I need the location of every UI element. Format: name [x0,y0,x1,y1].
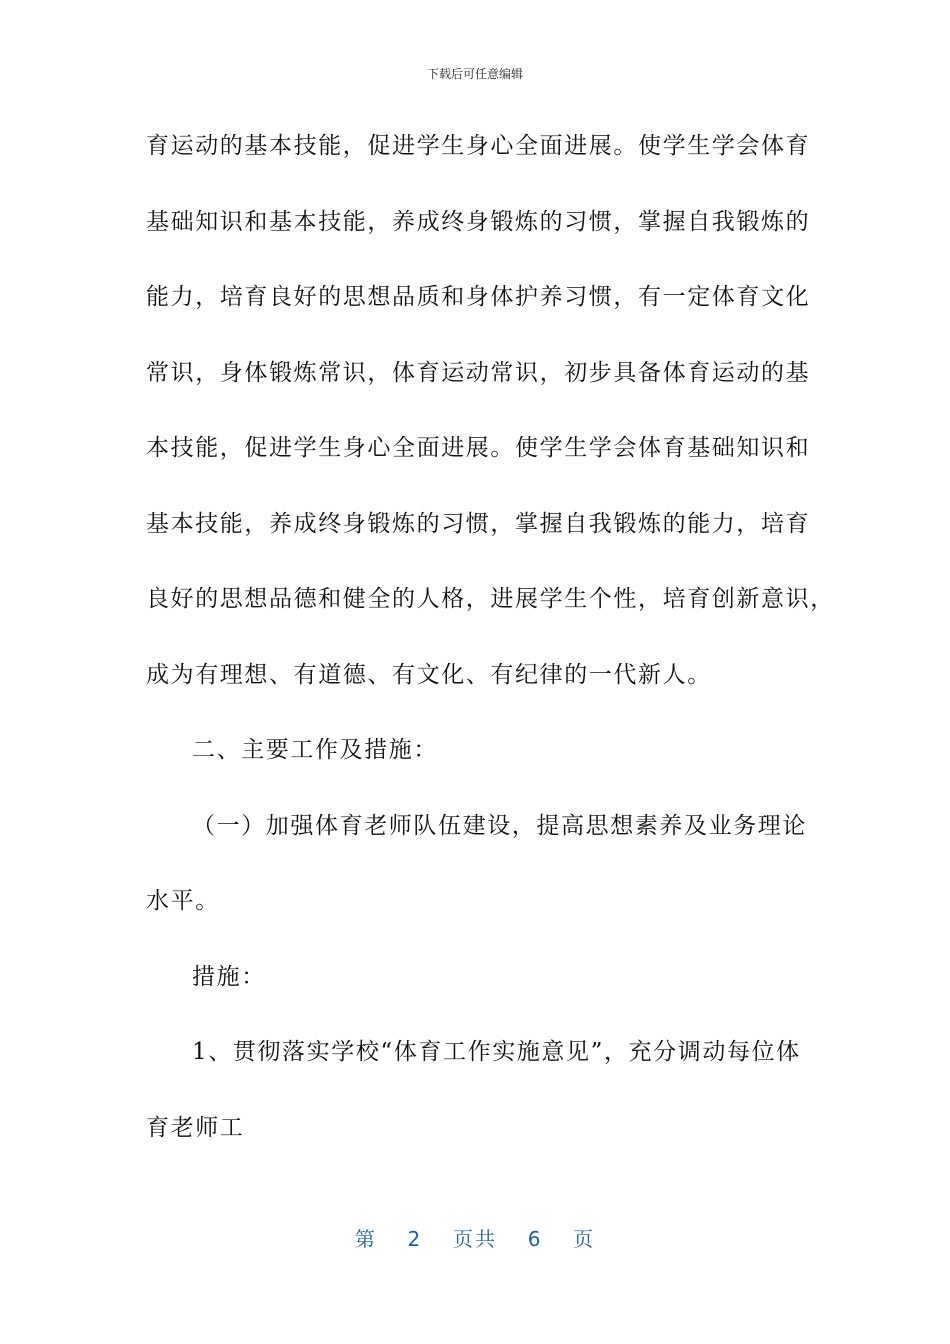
document-body [146,124,835,1181]
total-pages-number: 6 [527,1227,543,1251]
list-item: 1、贯彻落实学校“体育工作实施意见”，充分调动每位体 [192,1039,801,1065]
page-footer [0,1226,950,1252]
page-header-note: 下载后可任意编辑 [426,67,523,81]
body-line: 育运动的基本技能，促进学生身心全面进展。使学生学会体育 [146,133,811,159]
subsection-heading: （一）加强体育老师队伍建设，提高思想素养及业务理论 [192,812,807,839]
section-heading: 二、主要工作及措施： [192,737,438,763]
body-line: 良好的思想品德和健全的人格，进展学生个性，培育创新意识， [146,586,835,612]
measures-label: 措施： [192,963,266,990]
body-line: 本技能，促进学生身心全面进展。使学生学会体育基础知识和 [146,435,811,461]
body-line: 基础知识和基本技能，养成终身锻炼的习惯，掌握自我锻炼的 [146,208,811,235]
body-line: 育老师工 [146,1114,245,1141]
page-suffix: 页 [573,1227,596,1251]
body-line: 基本技能，养成终身锻炼的习惯，掌握自我锻炼的能力，培育 [146,510,811,537]
body-line: 成为有理想、有道德、有文化、有纪律的一代新人。 [146,661,712,688]
body-line: 能力，培育良好的思想品质和身体护养习惯，有一定体育文化 [146,284,811,310]
page-mid-label: 页共 [453,1227,497,1251]
page-prefix: 第 [354,1227,377,1251]
body-line: 常识，身体锻炼常识，体育运动常识，初步具备体育运动的基 [146,359,811,386]
body-line: 水平。 [146,888,220,914]
current-page-number: 2 [407,1227,423,1251]
